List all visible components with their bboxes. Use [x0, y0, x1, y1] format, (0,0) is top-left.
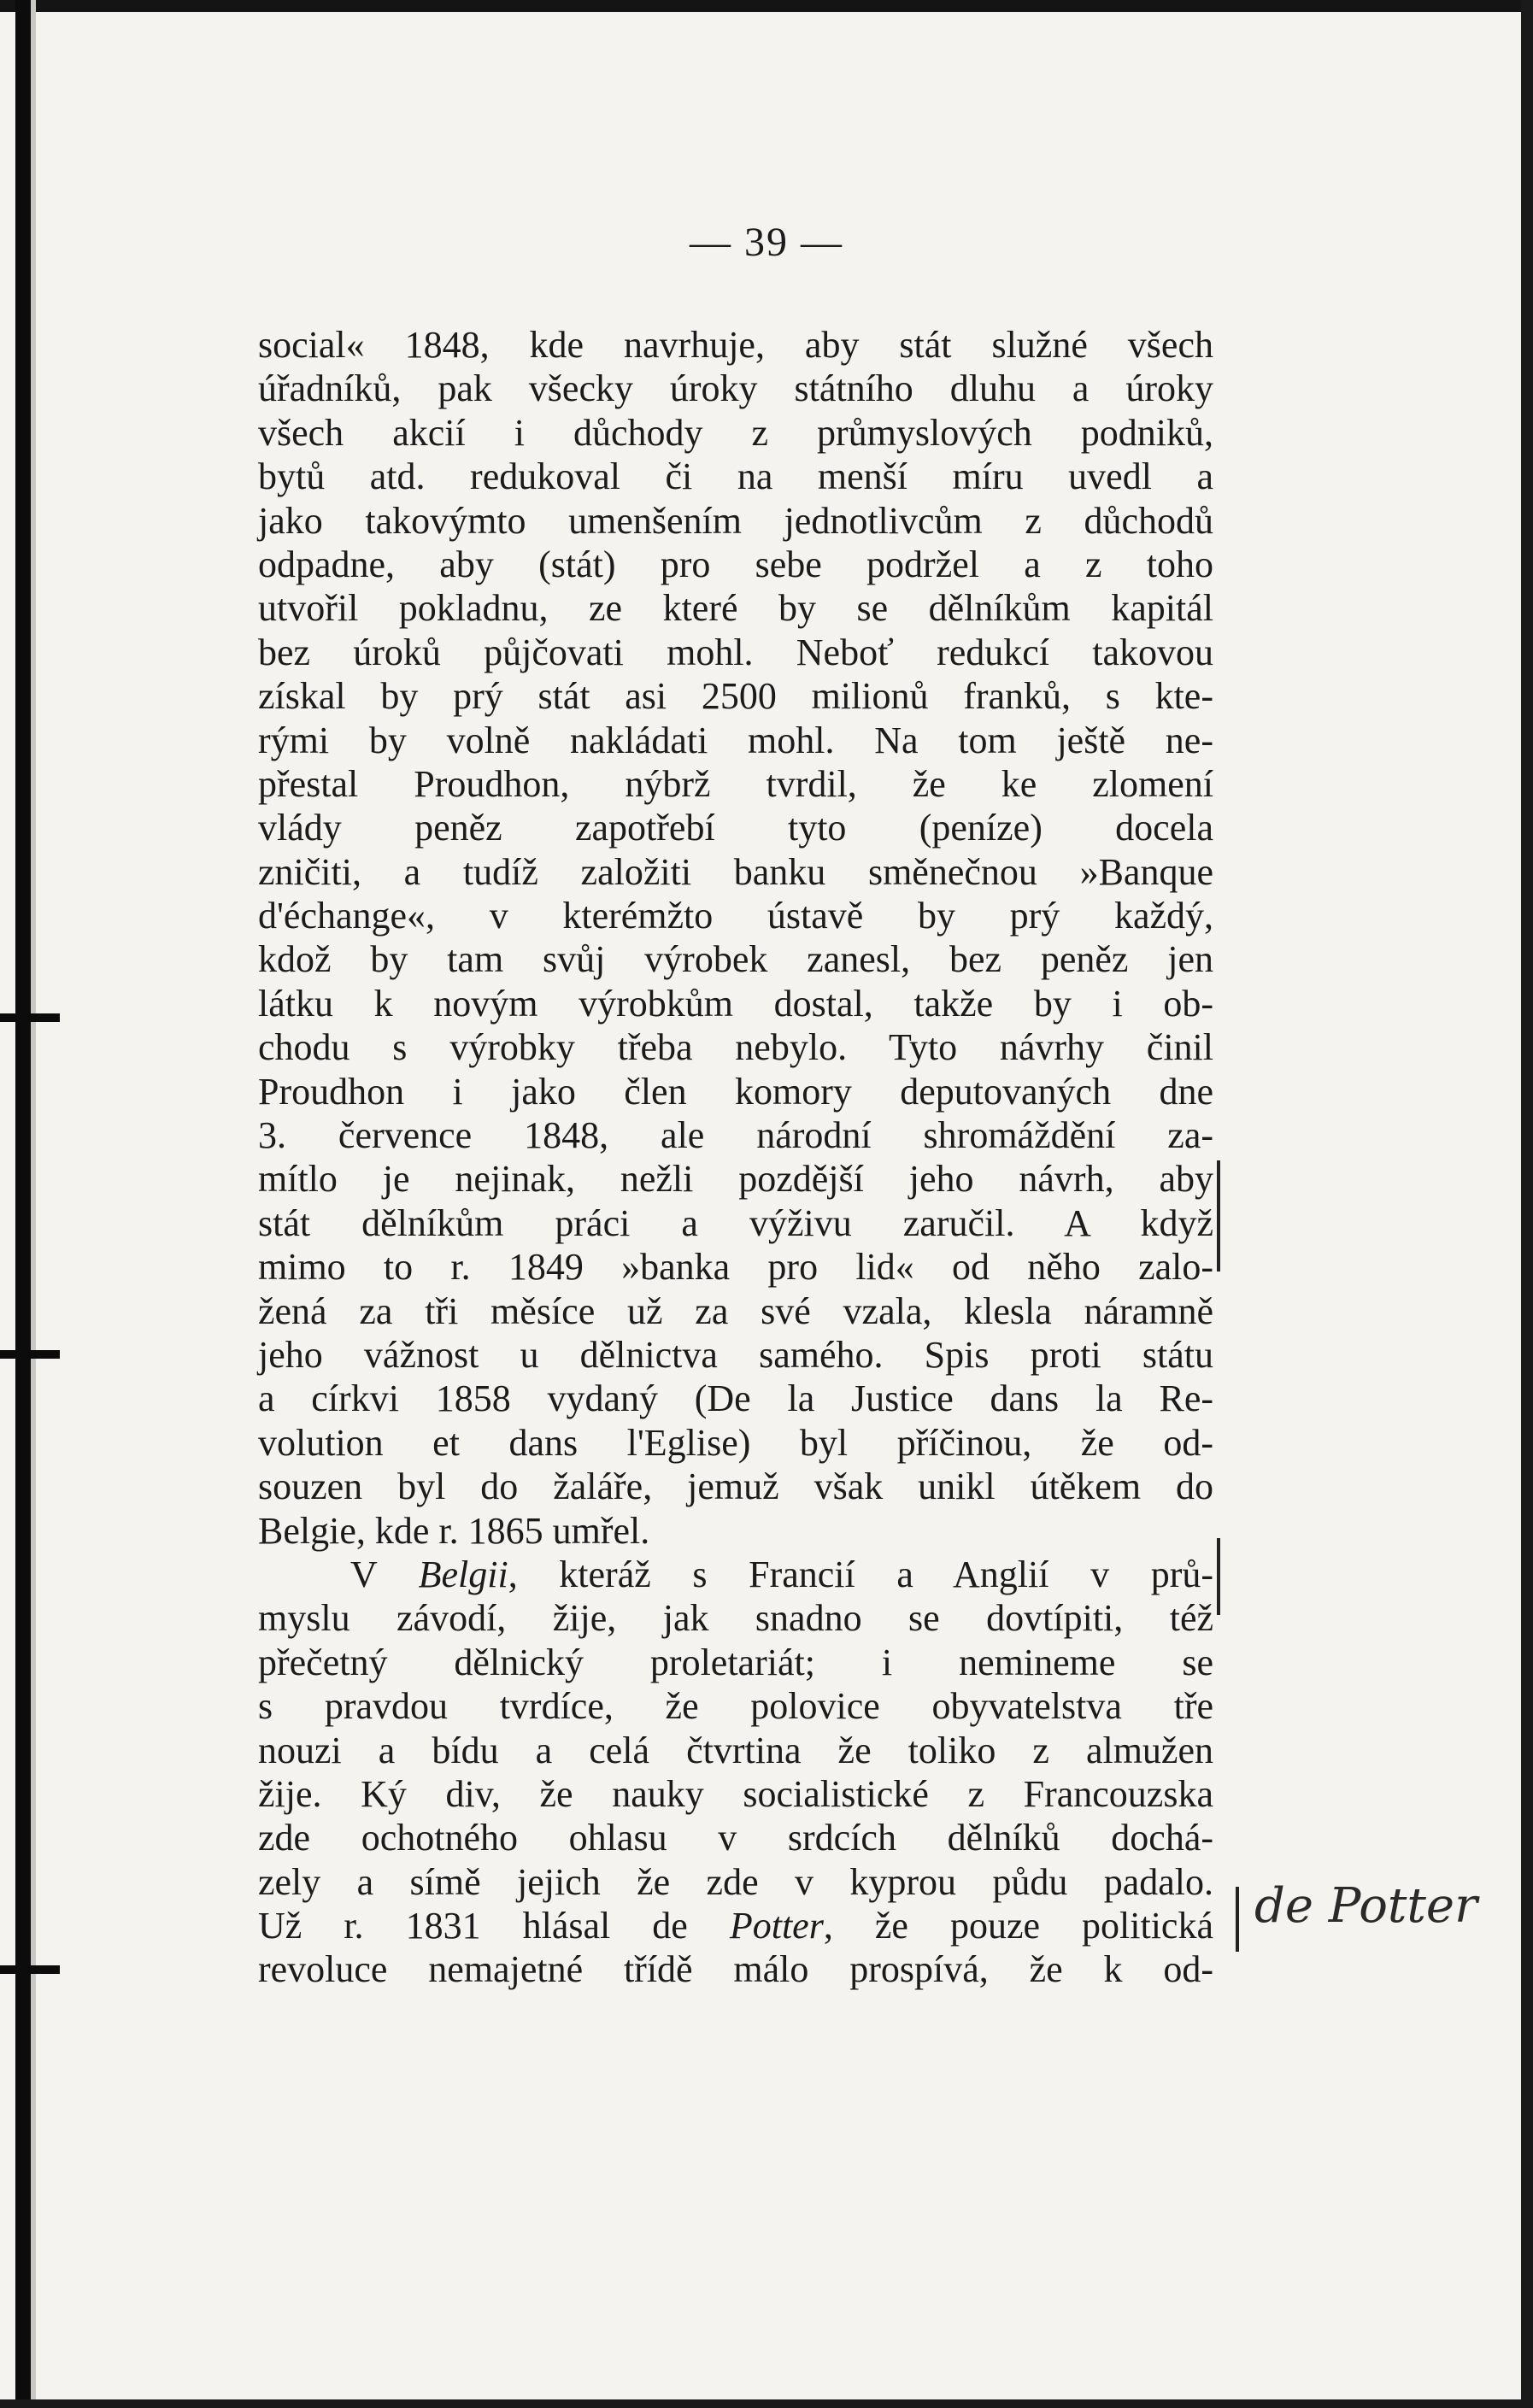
text-line: zničiti, a tudíž založiti banku směnečnou »Banque: [258, 850, 1213, 893]
text-line: žije. Ký div, že nauky socialistické z Francouzska: [258, 1772, 1213, 1815]
margin-mark: [1217, 1160, 1220, 1272]
text-line: získal by prý stát asi 2500 milionů franků, s kte-: [258, 675, 1213, 718]
text-line: Belgie, kde r. 1865 umřel.: [258, 1509, 650, 1552]
text-line: vlády peněz zapotřebí tyto (peníze) docela: [258, 807, 1213, 849]
text-line: odpadne, aby (stát) pro sebe podržel a z toho: [258, 543, 1213, 585]
text-line: social« 1848, kde navrhuje, aby stát služné všech: [258, 324, 1213, 366]
scan-edge-right: [1521, 0, 1533, 2408]
text-line: úřadníků, pak všecky úroky státního dluhu a úroky: [258, 367, 1213, 410]
margin-mark: [1217, 1538, 1220, 1615]
text-line: d'échange«, v kterémžto ústavě by prý každý,: [258, 895, 1213, 937]
text-line: jako takovýmto umenšením jednotlivcům z důchodů: [258, 499, 1213, 542]
text-line: mítlo je nejinak, nežli pozdější jeho návrh, aby: [258, 1158, 1213, 1201]
text-line: Už r. 1831 hlásal de Potter, že pouze politická: [258, 1905, 1213, 1947]
text-line: a církvi 1858 vydaný (De la Justice dans la Re-: [258, 1377, 1213, 1420]
italic-word: Potter: [729, 1905, 824, 1947]
text-line: stát dělníkům práci a výživu zaručil. A když: [258, 1201, 1213, 1244]
text-line: žená za tři měsíce už za své vzala, klesla náramně: [258, 1289, 1213, 1332]
text-line: přečetný dělnický proletariát; i nemineme se: [258, 1641, 1213, 1683]
text-line: souzen byl do žaláře, jemuž však unikl útěkem do: [258, 1465, 1213, 1508]
text-line: rými by volně nakládati mohl. Na tom ještě ne-: [258, 719, 1213, 761]
text-line: látku k novým výrobkům dostal, takže by i ob-: [258, 982, 1213, 1025]
body-text: [258, 323, 1213, 1992]
page-number: — 39 —: [690, 220, 843, 265]
text-line: volution et dans l'Eglise) byl příčinou, že od-: [258, 1421, 1213, 1464]
text-line: revoluce nemajetné třídě málo prospívá, že k od-: [258, 1948, 1213, 1991]
binding-mark: [0, 1013, 60, 1022]
text-line: myslu závodí, žije, jak snadno se dovtípiti, též: [258, 1597, 1213, 1640]
text-line: zde ochotného ohlasu v srdcích dělníků dochá-: [258, 1817, 1213, 1859]
text-line: přestal Proudhon, nýbrž tvrdil, že ke zlomení: [258, 762, 1213, 805]
text-line: V Belgii, kteráž s Francií a Anglií v prů-: [350, 1553, 1213, 1595]
text-line: kdož by tam svůj výrobek zanesl, bez peněz jen: [258, 938, 1213, 981]
italic-word: Belgii: [418, 1553, 508, 1595]
scan-edge-left-shadow: [31, 0, 36, 2408]
scan-edge-top: [0, 0, 1533, 12]
text-line: Proudhon i jako člen komory deputovaných dne: [258, 1070, 1213, 1113]
text-line: jeho vážnost u dělnictva samého. Spis proti státu: [258, 1333, 1213, 1376]
text-line: bez úroků půjčovati mohl. Neboť redukcí takovou: [258, 631, 1213, 673]
text-line: bytů atd. redukoval či na menší míru uvedl a: [258, 455, 1213, 498]
handwritten-margin-note: de Potter: [1254, 1878, 1477, 1934]
text-line: chodu s výrobky třeba nebylo. Tyto návrhy činil: [258, 1026, 1213, 1069]
scan-edge-bottom: [0, 2399, 1533, 2408]
text-line: 3. července 1848, ale národní shromáždění za-: [258, 1114, 1213, 1157]
binding-mark: [0, 1350, 60, 1359]
text-line: s pravdou tvrdíce, že polovice obyvatelstva tře: [258, 1685, 1213, 1728]
text-line: utvořil pokladnu, ze které by se dělníkům kapitál: [258, 587, 1213, 630]
margin-mark: [1236, 1887, 1239, 1952]
text-line: zely a símě jejich že zde v kyprou půdu padalo.: [258, 1860, 1213, 1903]
text-line: nouzi a bídu a celá čtvrtina že toliko z almužen: [258, 1729, 1213, 1771]
binding-mark: [0, 1965, 60, 1974]
scan-edge-left: [15, 0, 31, 2408]
text-line: všech akcií i důchody z průmyslových podniků,: [258, 411, 1213, 454]
text-line: mimo to r. 1849 »banka pro lid« od něho zalo-: [258, 1246, 1213, 1289]
